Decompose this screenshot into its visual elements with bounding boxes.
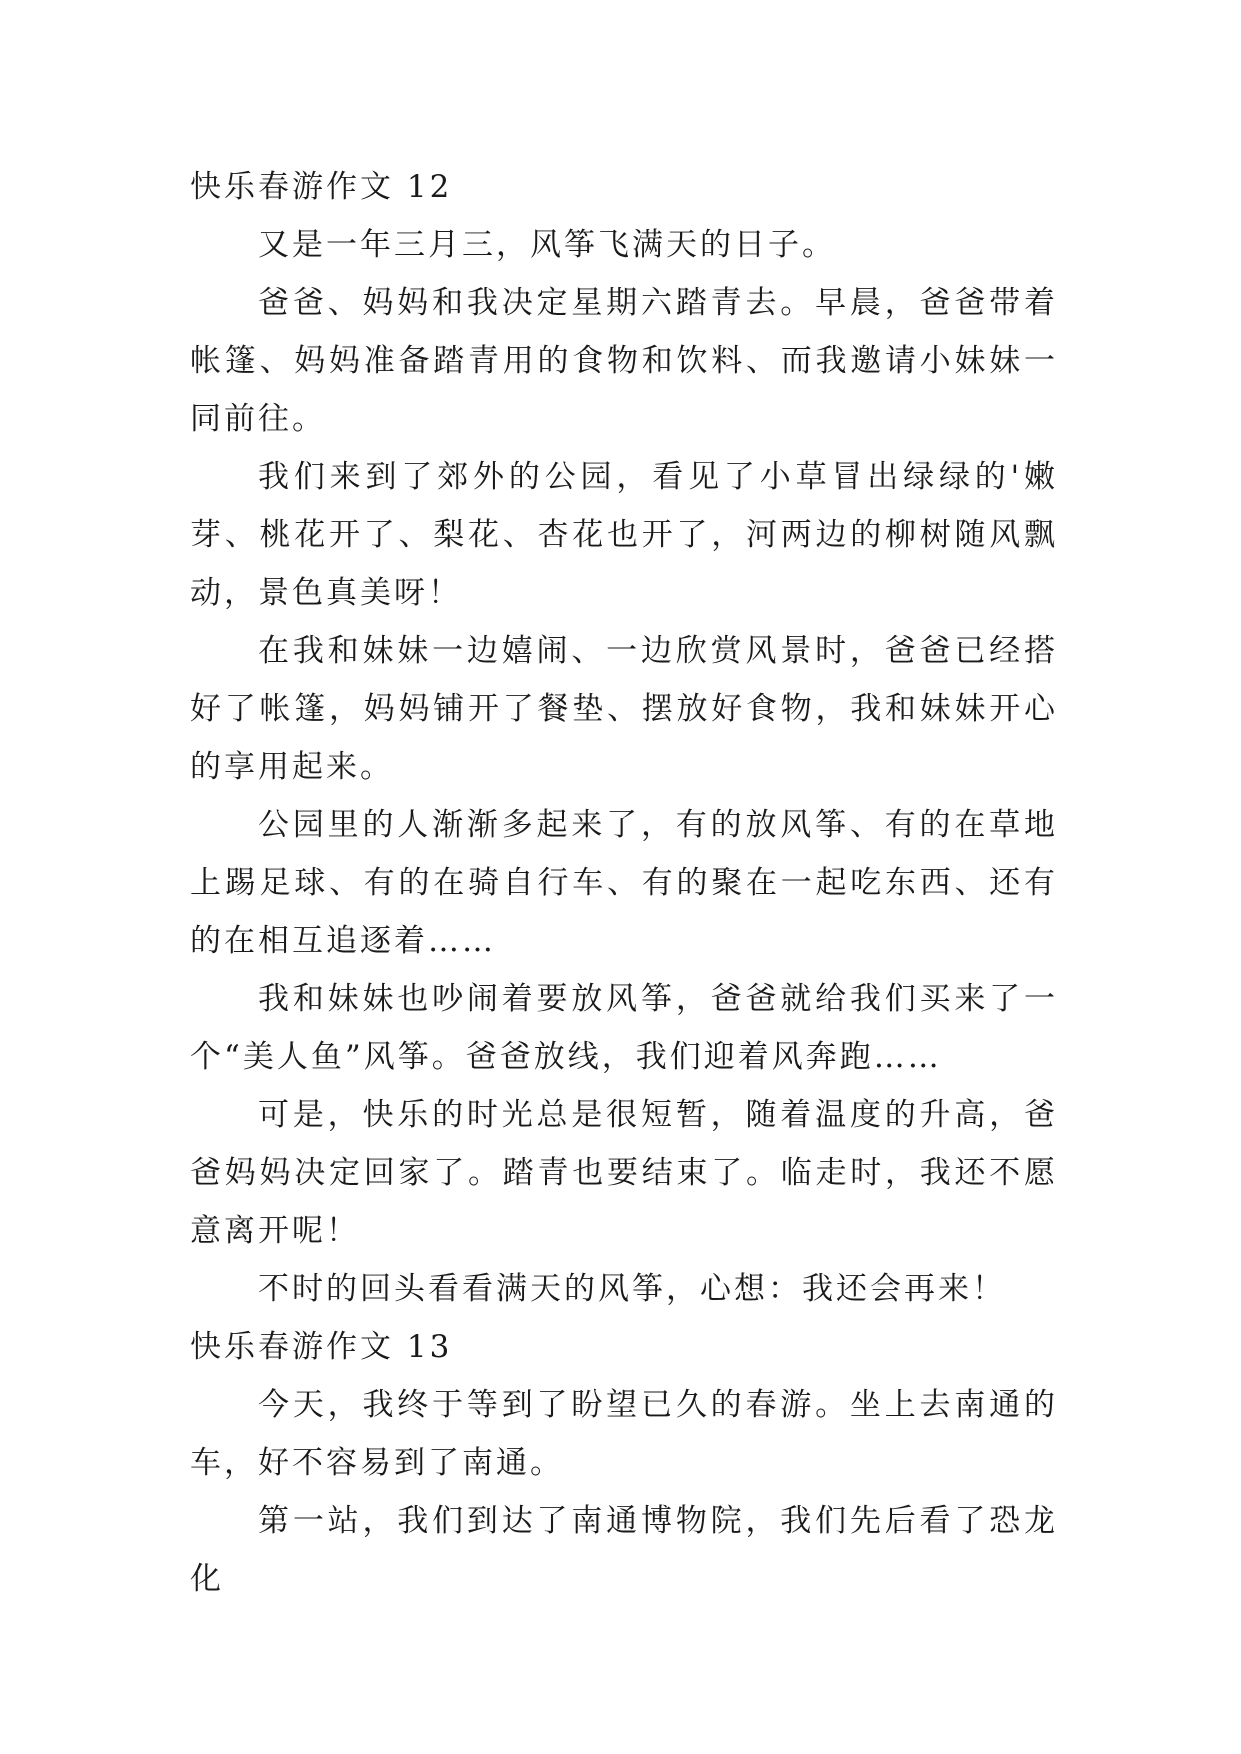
paragraph: 不时的回头看看满天的风筝，心想：我还会再来！ [258, 1271, 1006, 1307]
paragraph: 我们来到了郊外的公园，看见了小草冒出绿绿的'嫩芽、桃花开了、梨花、杏花也开了，河两边的柳树随风飘动，景色真美呀！ [190, 459, 1058, 611]
paragraph: 爸爸、妈妈和我决定星期六踏青去。早晨，爸爸带着帐篷、妈妈准备踏青用的食物和饮料、而我邀请小妹妹一同前往。 [190, 285, 1058, 437]
paragraph: 公园里的人渐渐多起来了，有的放风筝、有的在草地上踢足球、有的在骑自行车、有的聚在一起吃东西、还有的在相互追逐着…… [190, 807, 1058, 959]
paragraph: 可是，快乐的时光总是很短暂，随着温度的升高，爸爸妈妈决定回家了。踏青也要结束了。临走时，我还不愿意离开呢！ [190, 1097, 1058, 1249]
paragraph: 在我和妹妹一边嬉闹、一边欣赏风景时，爸爸已经搭好了帐篷，妈妈铺开了餐垫、摆放好食物，我和妹妹开心的享用起来。 [190, 633, 1058, 785]
document-body [190, 158, 1058, 1608]
paragraph: 又是一年三月三，风筝飞满天的日子。 [258, 227, 836, 263]
paragraph: 今天，我终于等到了盼望已久的春游。坐上去南通的车，好不容易到了南通。 [190, 1387, 1058, 1481]
paragraph: 我和妹妹也吵闹着要放风筝，爸爸就给我们买来了一个“美人鱼”风筝。爸爸放线，我们迎着风奔跑…… [190, 981, 1058, 1075]
section-heading: 快乐春游作文 13 [190, 1329, 453, 1365]
paragraph: 第一站，我们到达了南通博物院，我们先后看了恐龙化 [190, 1503, 1058, 1597]
section-heading: 快乐春游作文 12 [190, 169, 453, 205]
